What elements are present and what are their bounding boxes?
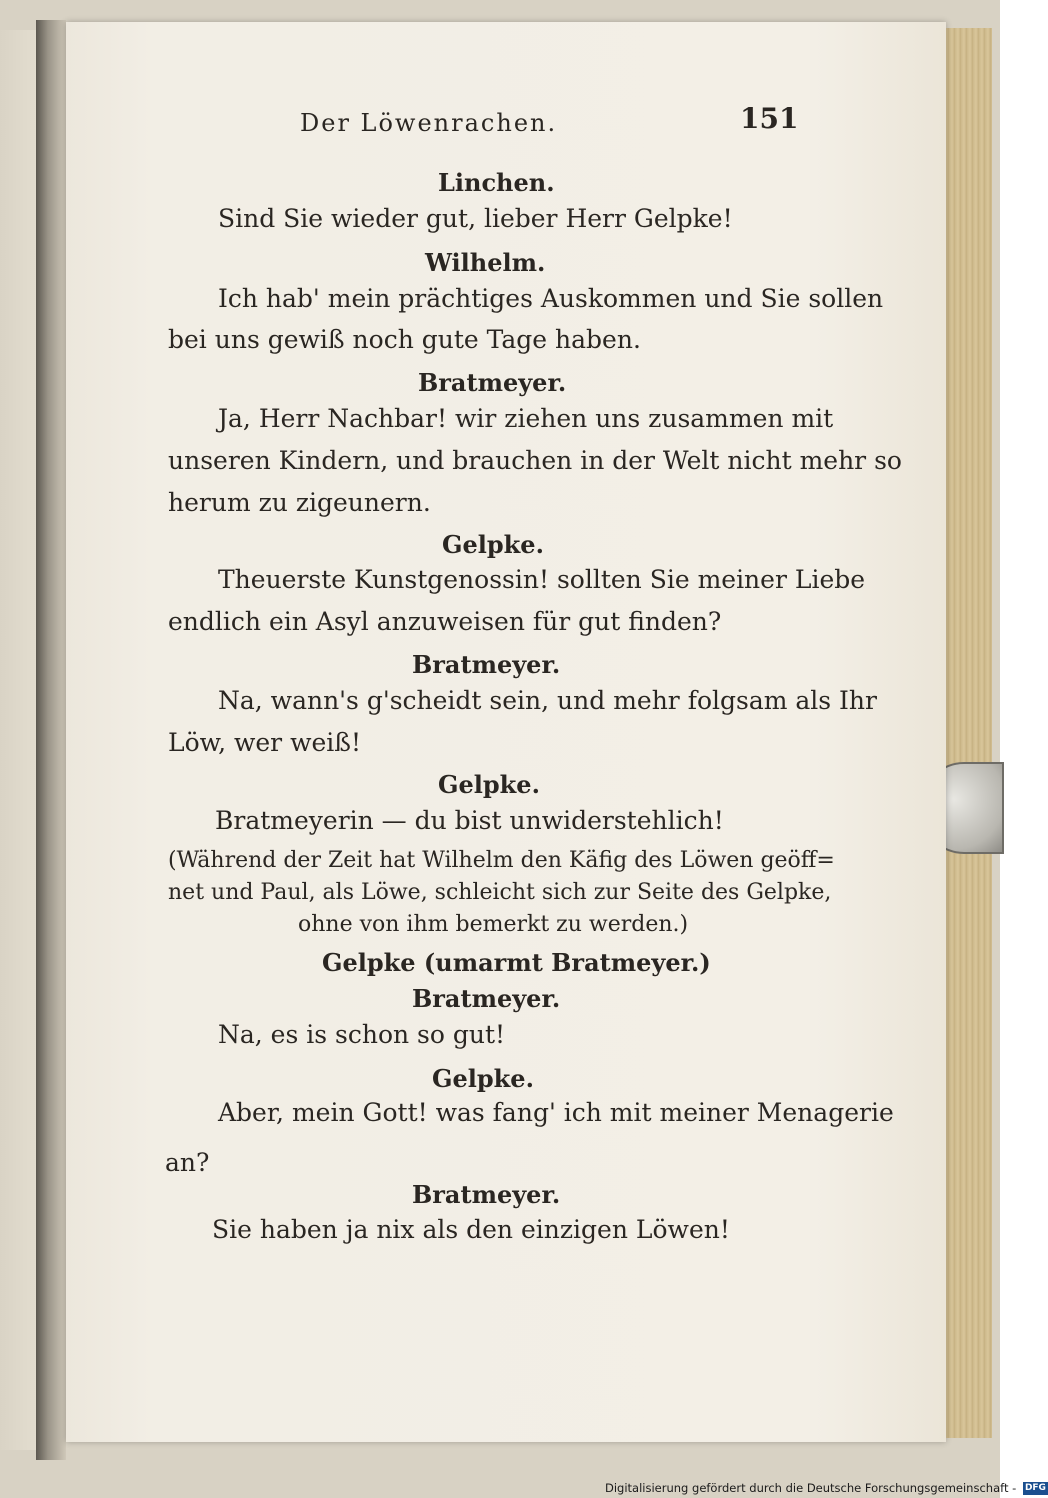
stage-direction: net und Paul, als Löwe, schleicht sich zur Seite des Gelpke, xyxy=(168,880,832,905)
dfg-logo: DFG xyxy=(1024,1483,1046,1493)
text-line: Sie haben ja nix als den einzigen Löwen! xyxy=(212,1215,730,1244)
text-line: unseren Kindern, und brauchen in der Welt nicht mehr so xyxy=(168,446,902,475)
speaker-gelpke: Gelpke. xyxy=(442,530,544,559)
digitization-credit xyxy=(605,1478,1046,1498)
speaker-gelpke-direction: Gelpke (umarmt Bratmeyer.) xyxy=(322,948,711,977)
speaker-gelpke: Gelpke. xyxy=(438,770,540,799)
speaker-bratmeyer: Bratmeyer. xyxy=(418,368,567,397)
previous-page-edge xyxy=(0,30,38,1450)
speaker-bratmeyer: Bratmeyer. xyxy=(412,650,561,679)
text-line: Löw, wer weiß! xyxy=(168,728,362,757)
stage-direction: (Während der Zeit hat Wilhelm den Käfig des Löwen geöff= xyxy=(168,848,835,873)
text-line: Sind Sie wieder gut, lieber Herr Gelpke! xyxy=(218,204,733,233)
text-line: Aber, mein Gott! was fang' ich mit meiner Menagerie xyxy=(218,1098,894,1127)
text-line: Na, wann's g'scheidt sein, und mehr folgsam als Ihr xyxy=(218,686,877,715)
speaker-bratmeyer: Bratmeyer. xyxy=(412,984,561,1013)
credit-text: Digitalisierung gefördert durch die Deutsche Forschungsgemeinschaft - xyxy=(605,1481,1017,1495)
text-line: endlich ein Asyl anzuweisen für gut finden? xyxy=(168,607,722,636)
speaker-gelpke: Gelpke. xyxy=(432,1064,534,1093)
text-line: Theuerste Kunstgenossin! sollten Sie meiner Liebe xyxy=(218,565,866,594)
page-number: 151 xyxy=(740,102,799,135)
text-line: Bratmeyerin — du bist unwiderstehlich! xyxy=(215,806,724,835)
text-line: Ja, Herr Nachbar! wir ziehen uns zusammen mit xyxy=(218,404,834,433)
speaker-linchen: Linchen. xyxy=(438,168,555,197)
book-binding xyxy=(36,20,66,1460)
speaker-bratmeyer: Bratmeyer. xyxy=(412,1180,561,1209)
stage-direction: ohne von ihm bemerkt zu werden.) xyxy=(298,912,689,937)
text-line: bei uns gewiß noch gute Tage haben. xyxy=(168,325,641,354)
text-line: Ich hab' mein prächtiges Auskommen und Sie sollen xyxy=(218,284,884,313)
text-line: Na, es is schon so gut! xyxy=(218,1020,506,1049)
text-line: an? xyxy=(165,1148,210,1177)
speaker-wilhelm: Wilhelm. xyxy=(425,248,546,277)
running-title: Der Löwenrachen. xyxy=(300,109,558,137)
text-line: herum zu zigeunern. xyxy=(168,488,431,517)
